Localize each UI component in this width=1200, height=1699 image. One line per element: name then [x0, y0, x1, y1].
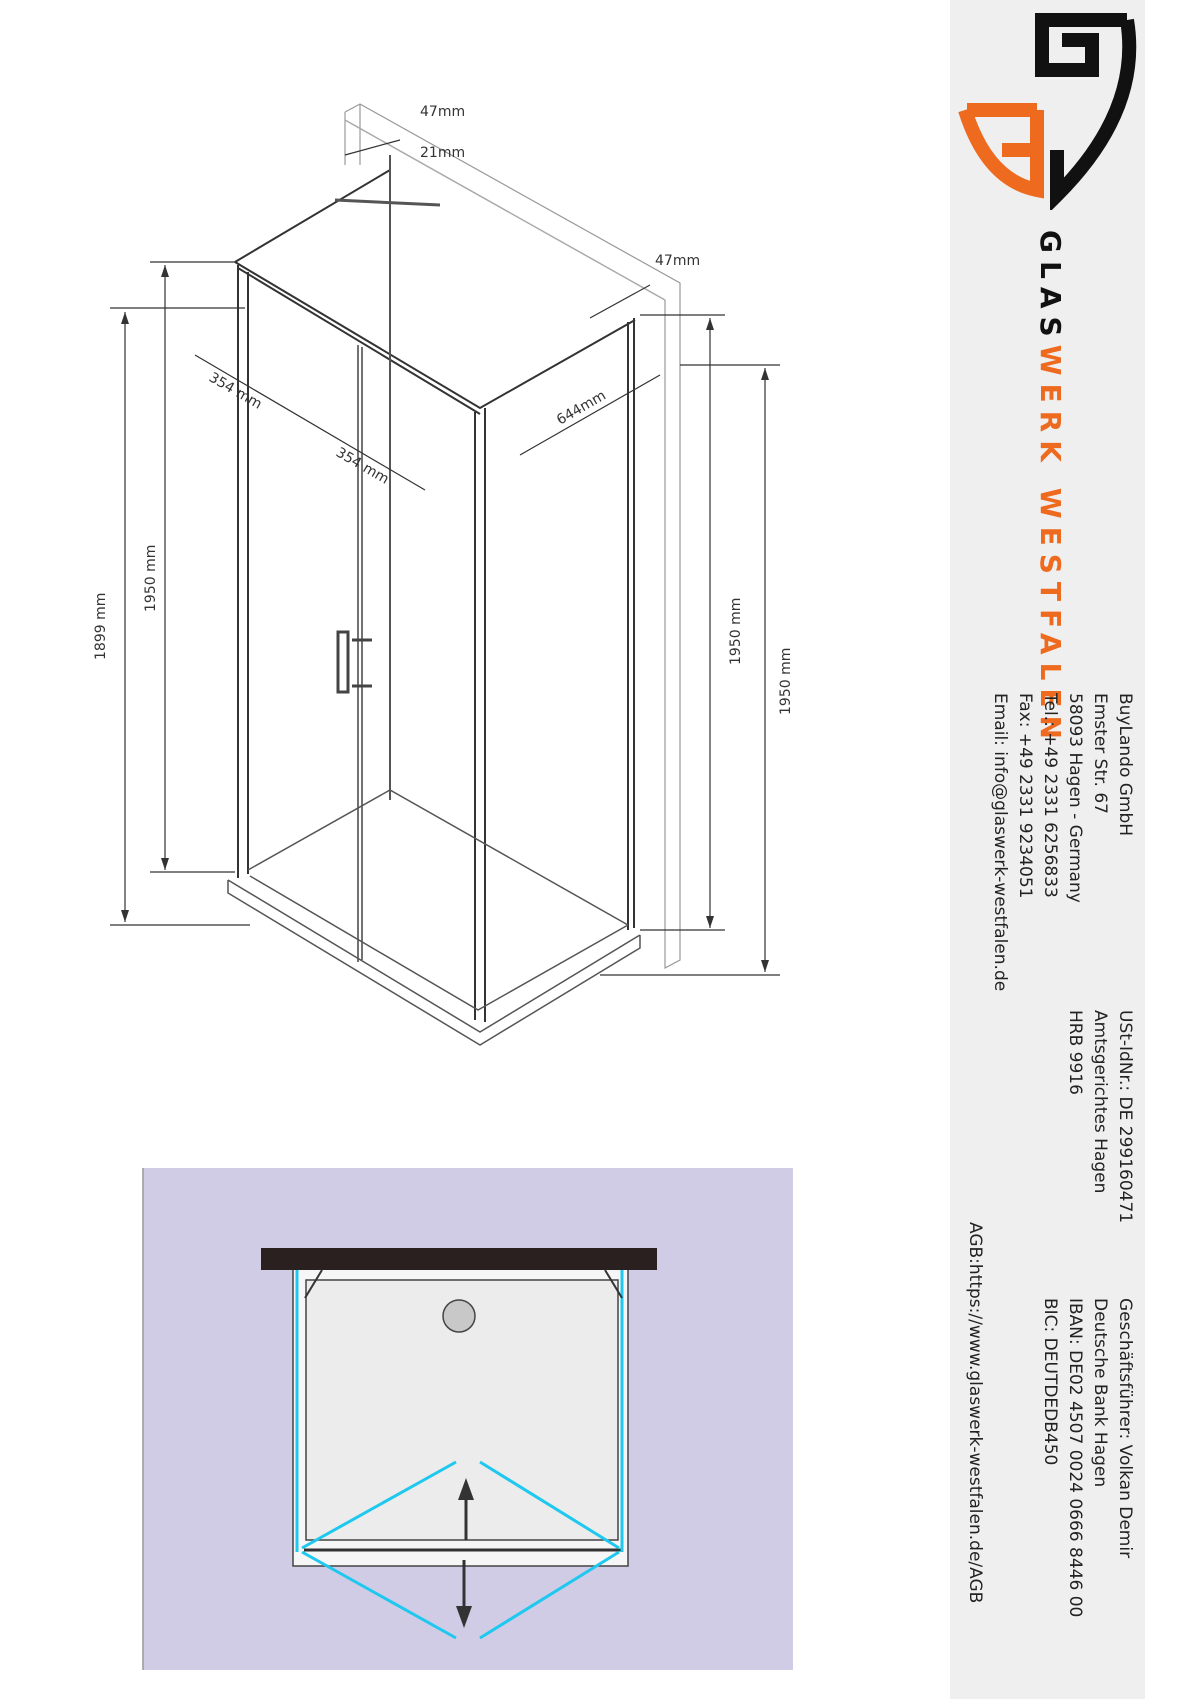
iban: IBAN: DE02 4507 0024 0666 8446 00	[1065, 1298, 1085, 1618]
hrb: HRB 9916	[1065, 1010, 1085, 1095]
company-tel: Tel.: +49 2331 6256833	[1040, 693, 1060, 898]
wall-bar	[335, 200, 440, 205]
brand-part2: WERK WESTFALEN	[1034, 344, 1067, 747]
front-post	[475, 408, 485, 1022]
bic: BIC: DEUTDEDB450	[1040, 1298, 1060, 1466]
dim-height-left-outer: 1899 mm	[93, 592, 109, 660]
dim-height-left-inner: 1950 mm	[143, 544, 159, 612]
agb-link[interactable]: AGB:https://www.glaswerk-westfalen.de/AGB	[965, 1222, 985, 1604]
company-address	[987, 693, 1137, 991]
company-legal	[1062, 1010, 1137, 1223]
wall-edge	[345, 120, 665, 300]
dim-door-panel-right: 354 mm	[333, 444, 392, 488]
wall	[261, 1248, 657, 1270]
top-frame	[235, 170, 635, 414]
back-wall	[345, 104, 680, 968]
ceo: Geschäftsführer: Volkan Demir	[1115, 1298, 1135, 1559]
right-post	[628, 318, 634, 930]
court: Amtsgerichtes Hagen	[1090, 1010, 1110, 1194]
dim-right-wall-profile: 47mm	[655, 253, 701, 269]
plan-view	[143, 1168, 793, 1670]
isometric-shower-view	[110, 104, 780, 1045]
brand-part1: GLAS	[1034, 230, 1067, 345]
company-fax: Fax: +49 2331 9234051	[1015, 693, 1035, 899]
company-city: 58093 Hagen - Germany	[1065, 693, 1085, 903]
company-email[interactable]: Email: info@glaswerk-westfalen.de	[990, 693, 1010, 992]
vat-id: USt-IdNr.: DE 299160471	[1115, 1010, 1135, 1224]
door-split	[358, 345, 362, 962]
dim-side-panel: 644mm	[554, 387, 609, 429]
brand-name	[1034, 230, 1067, 747]
bank-name: Deutsche Bank Hagen	[1090, 1298, 1110, 1488]
drain-icon	[443, 1300, 475, 1332]
company-sidebar	[950, 0, 1145, 1699]
dim-height-right-inner: 1950 mm	[728, 597, 744, 665]
shower-tray	[228, 790, 640, 1045]
dim-top-wall-profile: 47mm	[420, 104, 466, 120]
company-name: BuyLando GmbH	[1115, 693, 1135, 837]
company-bank	[1037, 1298, 1137, 1617]
glaswerk-logo	[957, 10, 1137, 210]
dim-door-panel-left: 354 mm	[206, 369, 265, 413]
dim-top-profile-gap: 21mm	[420, 145, 466, 161]
dim-height-right-outer: 1950 mm	[778, 647, 794, 715]
left-post	[238, 265, 248, 878]
handle	[338, 632, 372, 692]
company-street: Emster Str. 67	[1090, 693, 1110, 815]
